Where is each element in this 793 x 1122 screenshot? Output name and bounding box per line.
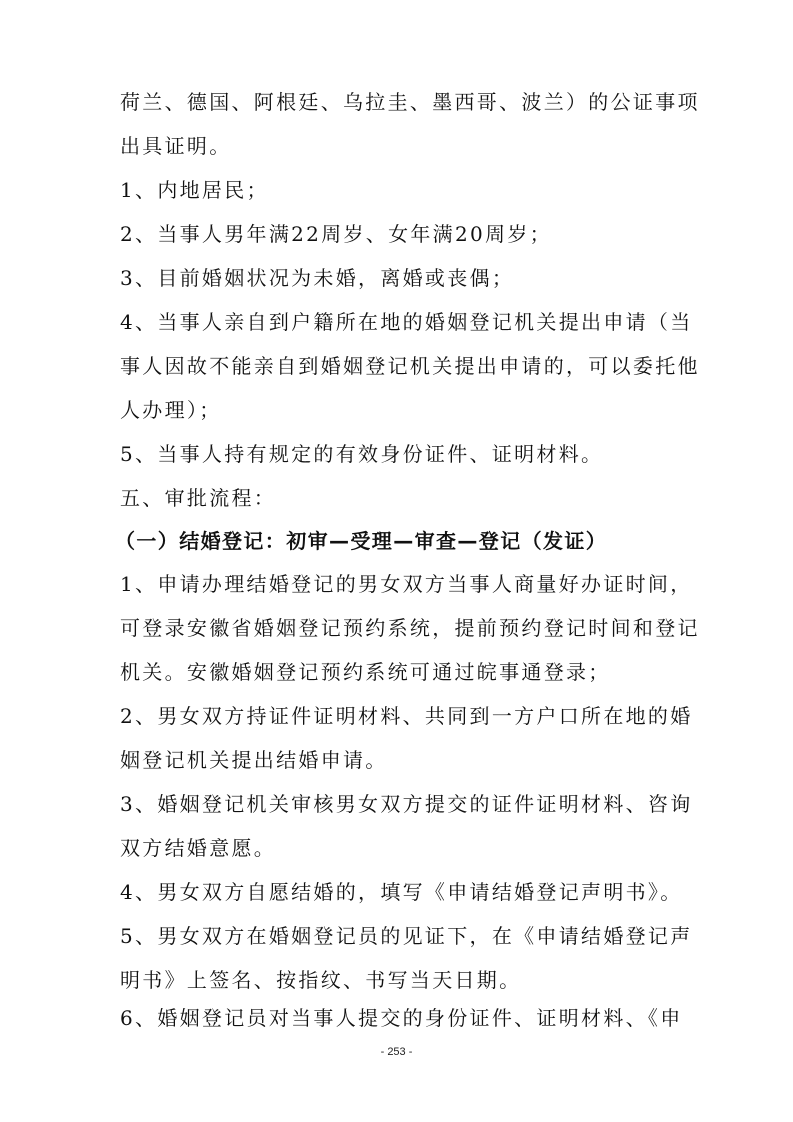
text-line: 5、男女双方在婚姻登记员的见证下，在《申请结婚登记声 (120, 924, 693, 948)
text-line: 事人因故不能亲自到婚姻登记机关提出申请的，可以委托他 (120, 354, 700, 378)
text-line: 2、男女双方持证件证明材料、共同到一方户口所在地的婚 (120, 704, 693, 728)
text-line: 机关。安徽婚姻登记预约系统可通过皖事通登录； (120, 660, 611, 684)
text-line: 1、内地居民； (120, 178, 269, 202)
text-line: 2、当事人男年满22周岁、女年满20周岁； (120, 222, 552, 246)
section-heading: 五、审批流程： (120, 486, 277, 510)
text-line: 出具证明。 (120, 134, 232, 158)
text-line: 1、申请办理结婚登记的男女双方当事人商量好办证时间， (120, 572, 693, 596)
text-line: 荷兰、德国、阿根廷、乌拉圭、墨西哥、波兰）的公证事项 (120, 90, 700, 114)
text-line: 人办理）； (120, 398, 222, 422)
text-line: 5、当事人持有规定的有效身份证件、证明材料。 (120, 442, 604, 466)
text-line: 明书》上签名、按指纹、书写当天日期。 (120, 968, 522, 992)
page-number: - 253 - (380, 1046, 413, 1058)
text-line: 4、当事人亲自到户籍所在地的婚姻登记机关提出申请（当 (120, 310, 693, 334)
text-line: 姻登记机关提出结婚申请。 (120, 748, 388, 772)
text-line: 4、男女双方自愿结婚的，填写《申请结婚登记声明书》。 (120, 880, 683, 904)
text-line: 6、婚姻登记员对当事人提交的身份证件、证明材料、《申 (120, 1006, 683, 1030)
text-line: 双方结婚意愿。 (120, 836, 277, 860)
text-line: 3、婚姻登记机关审核男女双方提交的证件证明材料、咨询 (120, 792, 693, 816)
text-line: 可登录安徽省婚姻登记预约系统，提前预约登记时间和登记 (120, 616, 700, 640)
subsection-heading: （一）结婚登记：初审—受理—审查—登记（发证） (115, 529, 608, 553)
text-line: 3、目前婚姻状况为未婚，离婚或丧偶； (120, 266, 515, 290)
